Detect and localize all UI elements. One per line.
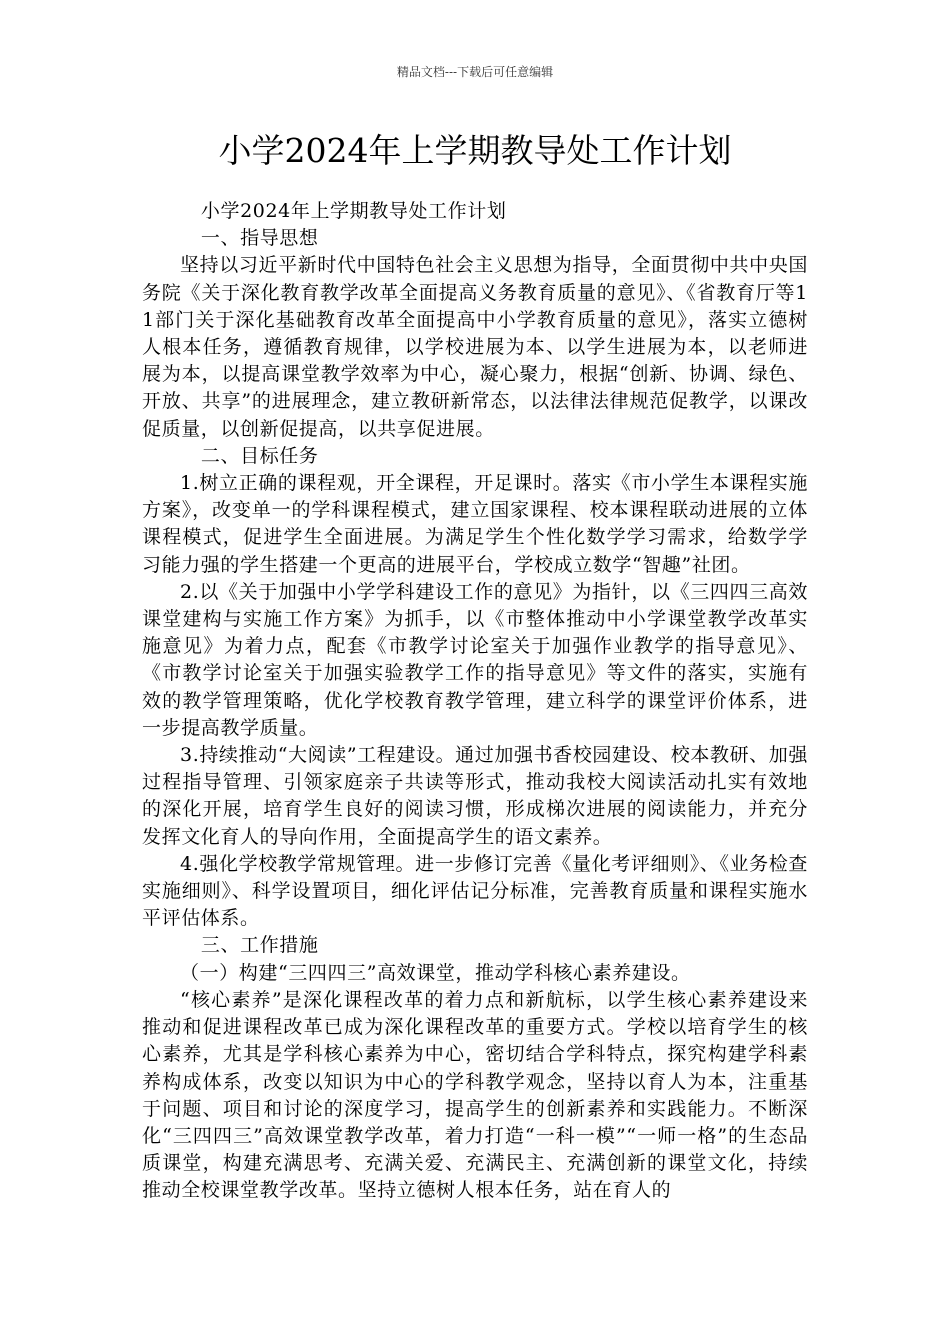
section-heading-measures: 三、工作措施 (200, 934, 319, 957)
paragraph-goal-2: 2.以《关于加强中小学学科建设工作的意见》为指针，以《三四四三高效课堂建构与实施工作方案》为抓手，以《市整体推动中小学课堂教学改革实施意见》为着力点，配套《市教学讨论室关于加强作业教学的指导意见》、《市教学讨论室关于加强实验教学工作的指导意见》等文件的落实，实施有效的教学管理策略，优化学校教育教学管理，建立科学的课堂评价体系，进一步提高教学质量。 (142, 580, 808, 739)
paragraph-goal-4: 4.强化学校教学常规管理。进一步修订完善《量化考评细则》、《业务检查实施细则》、科学设置项目，细化评估记分标准，完善教育质量和课程实施水平评估体系。 (142, 852, 808, 930)
section-heading-goals: 二、目标任务 (200, 444, 319, 467)
page-header-note: 精品文档---下载后可任意编辑 (396, 65, 554, 79)
section-heading-guiding-ideology: 一、指导思想 (200, 227, 319, 250)
paragraph-core-literacy: “核心素养”是深化课程改革的着力点和新航标，以学生核心素养建设来推动和促进课程改革已成为深化课程改革的重要方式。学校以培育学生的核心素养，尤其是学科核心素养为中心，密切结合学科特点，探究构建学科素养构成体系，改变以知识为中心的学科教学观念，坚持以育人为本，注重基于问题、项目和讨论的深度学习，提高学生的创新素养和实践能力。不断深化“三四四三”高效课堂教学改革，着力打造“一科一模”“一师一格”的生态品质课堂，构建充满思考、充满关爱、充满民主、充满创新的课堂文化，持续推动全校课堂教学改革。坚持立德树人根本任务，站在育人的 (142, 988, 808, 1202)
paragraph-goal-3: 3.持续推动“大阅读”工程建设。通过加强书香校园建设、校本教研、加强过程指导管理、引领家庭亲子共读等形式，推动我校大阅读活动扎实有效地的深化开展，培育学生良好的阅读习惯，形成梯次进展的阅读能力，并充分发挥文化育人的导向作用，全面提高学生的语文素养。 (142, 744, 808, 848)
paragraph-goal-1: 1.树立正确的课程观，开全课程，开足课时。落实《市小学生本课程实施方案》，改变单一的学科课程模式，建立国家课程、校本课程联动进展的立体课程模式，促进学生全面进展。为满足学生个性化数学学习需求，给数学学习能力强的学生搭建一个更高的进展平台，学校成立数学“智趣”社团。 (142, 472, 808, 576)
document-body (142, 198, 808, 1205)
document-title: 小学2024年上学期教导处工作计划 (218, 131, 732, 170)
document-subtitle: 小学2024年上学期教导处工作计划 (200, 200, 507, 222)
paragraph-guiding-ideology: 坚持以习近平新时代中国特色社会主义思想为指导，全面贯彻中共中央国务院《关于深化教育教学改革全面提高义务教育质量的意见》、《省教育厅等11部门关于深化基础教育改革全面提高中小学教育质量的意见》，落实立德树人根本任务，遵循教育规律，以学校进展为本、以学生进展为本，以老师进展为本，以提高课堂教学效率为中心，凝心聚力，根据“创新、协调、绿色、开放、共享”的进展理念，建立教研新常态，以法律法律规范促教学，以课改促质量，以创新促提高，以共享促进展。 (142, 254, 808, 440)
subsection-heading-efficient-classroom: （一）构建“三四四三”高效课堂，推动学科核心素养建设。 (180, 961, 691, 984)
